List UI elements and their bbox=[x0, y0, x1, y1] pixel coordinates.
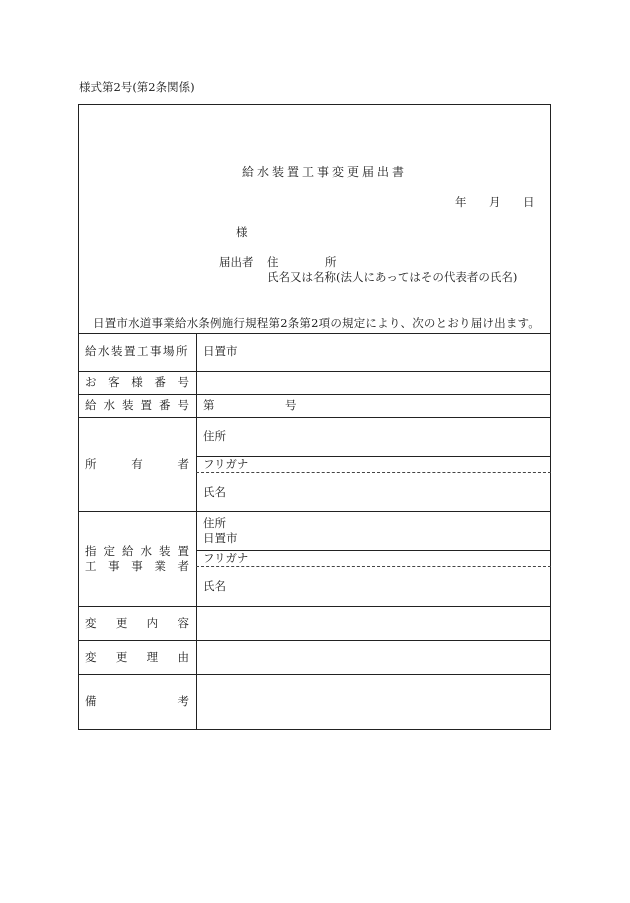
row-divider bbox=[78, 511, 551, 512]
customer-number-field[interactable] bbox=[197, 372, 551, 394]
addressee-honorific: 様 bbox=[236, 225, 248, 239]
site-value: 日置市 bbox=[203, 344, 238, 358]
change-content-label: 変 更 内 容 bbox=[85, 616, 189, 630]
contractor-label-line-2: 工 事 事 業 者 bbox=[85, 559, 189, 573]
contractor-city: 日置市 bbox=[203, 531, 238, 545]
intro-text: 日置市水道事業給水条例施行規程第2条第2項の規定により、次のとおり届け出ます。 bbox=[93, 316, 541, 330]
date-year-label: 年 bbox=[455, 195, 467, 209]
applicant-label: 届出者 bbox=[219, 255, 254, 269]
site-label: 給水装置工事場所 bbox=[85, 344, 189, 358]
device-number-prefix: 第 bbox=[203, 398, 215, 412]
contractor-furigana-label: フリガナ bbox=[203, 551, 249, 565]
contractor-address-label: 住所 bbox=[203, 516, 226, 530]
owner-name-label: 氏名 bbox=[203, 485, 226, 499]
contractor-name-label: 氏名 bbox=[203, 579, 226, 593]
change-content-field[interactable] bbox=[197, 607, 551, 640]
owner-sub-divider bbox=[196, 456, 551, 457]
contractor-sub-divider bbox=[196, 550, 551, 551]
document-title: 給水装置工事変更届出書 bbox=[242, 165, 408, 179]
device-number-label: 給 水 装 置 番 号 bbox=[85, 398, 189, 412]
owner-label: 所 有 者 bbox=[85, 457, 189, 471]
applicant-address-label-1: 住 bbox=[267, 255, 279, 269]
change-reason-field[interactable] bbox=[197, 641, 551, 674]
date-month-label: 月 bbox=[489, 195, 501, 209]
form-number: 様式第2号(第2条関係) bbox=[79, 80, 195, 94]
remarks-label: 備 考 bbox=[85, 694, 189, 708]
remarks-field[interactable] bbox=[197, 675, 551, 730]
applicant-address-label-2: 所 bbox=[325, 255, 337, 269]
table-top-border bbox=[78, 333, 551, 334]
row-divider bbox=[78, 394, 551, 395]
device-number-suffix: 号 bbox=[285, 398, 297, 412]
owner-address-label: 住所 bbox=[203, 429, 226, 443]
date-day-label: 日 bbox=[523, 195, 535, 209]
change-reason-label: 変 更 理 由 bbox=[85, 650, 189, 664]
owner-furigana-label: フリガナ bbox=[203, 457, 249, 471]
contractor-label-line-1: 指 定 給 水 装 置 bbox=[85, 544, 189, 558]
owner-furigana-divider bbox=[196, 472, 551, 473]
row-divider bbox=[78, 417, 551, 418]
applicant-name-label: 氏名又は名称(法人にあってはその代表者の氏名) bbox=[267, 270, 518, 284]
customer-number-label: お 客 様 番 号 bbox=[85, 375, 189, 389]
contractor-furigana-divider bbox=[196, 566, 551, 567]
